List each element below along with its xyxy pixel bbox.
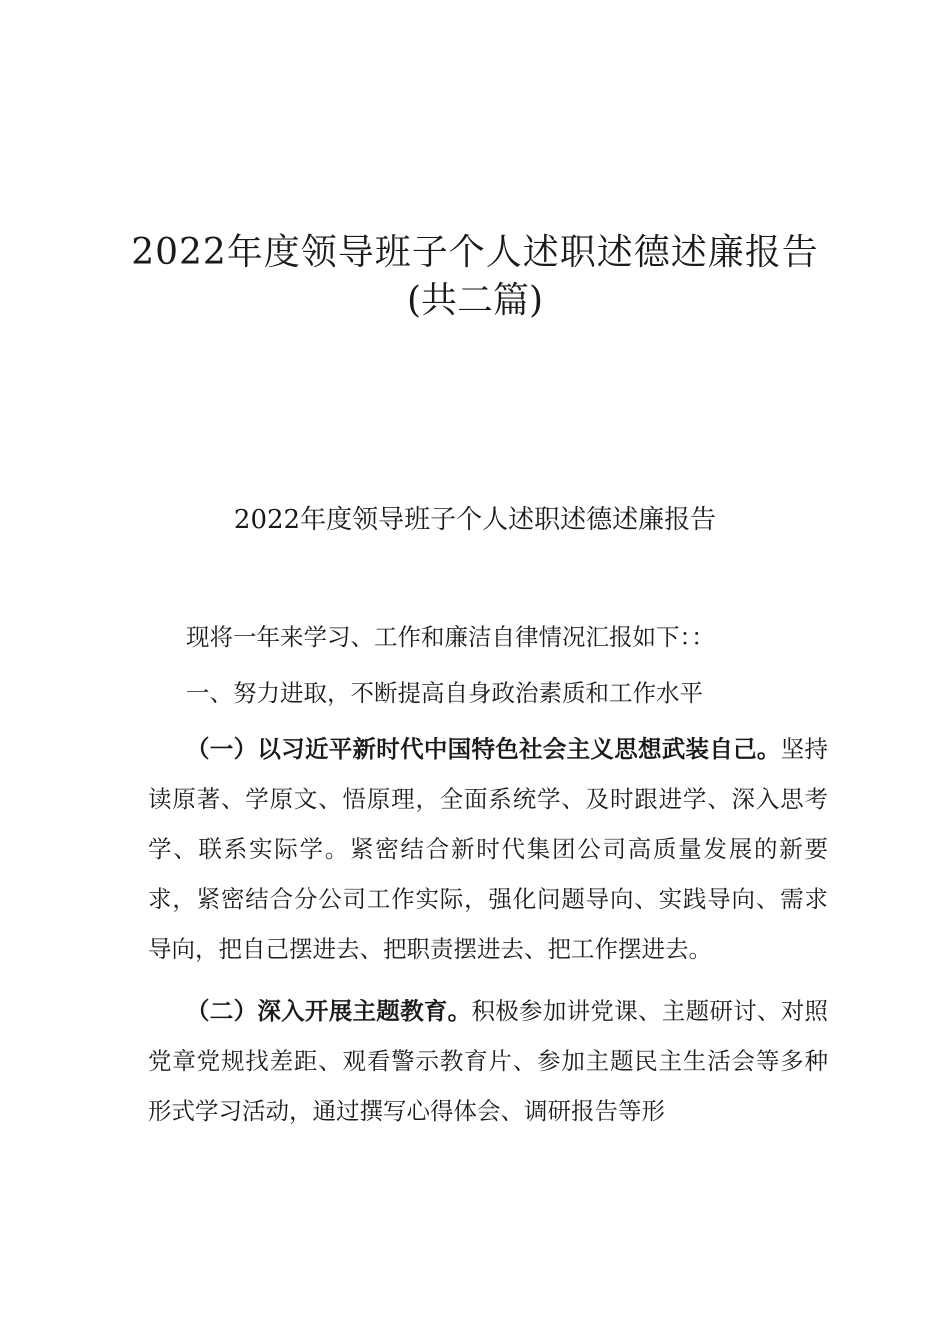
intro-paragraph: 现将一年来学习、工作和廉洁自律情况汇报如下：： (186, 623, 715, 651)
item-1-lead: （一）以习近平新时代中国特色社会主义思想武装自己。 (186, 735, 781, 763)
item-2-paragraph (148, 986, 828, 1136)
item-1-paragraph (148, 724, 828, 974)
item-2-text: 积极参加讲党课、主题研讨、对照党章党规找差距、观看警示教育片、参加主题民主生活会等多种形式学习活动，通过撰写心得体会、调研报告等形 (148, 997, 829, 1125)
document-subtitle: (共二篇) (406, 280, 544, 321)
heading-1: 一、努力进取，不断提高自身政治素质和工作水平 (186, 679, 703, 707)
document-title: 2022年度领导班子个人述职述德述廉报告 (131, 232, 819, 273)
section-title: 2022年度领导班子个人述职述德述廉报告 (233, 505, 717, 535)
document-body (148, 612, 828, 1136)
item-2-lead: （二）深入开展主题教育。 (186, 997, 472, 1025)
item-1-text: 坚持读原著、学原文、悟原理，全面系统学、及时跟进学、深入思考学、联系实际学。紧密结合新时代集团公司高质量发展的新要求，紧密结合分公司工作实际，强化问题导向、实践导向、需求导向，把自己摆进去、把职责摆进去、把工作摆进去。 (148, 735, 829, 963)
